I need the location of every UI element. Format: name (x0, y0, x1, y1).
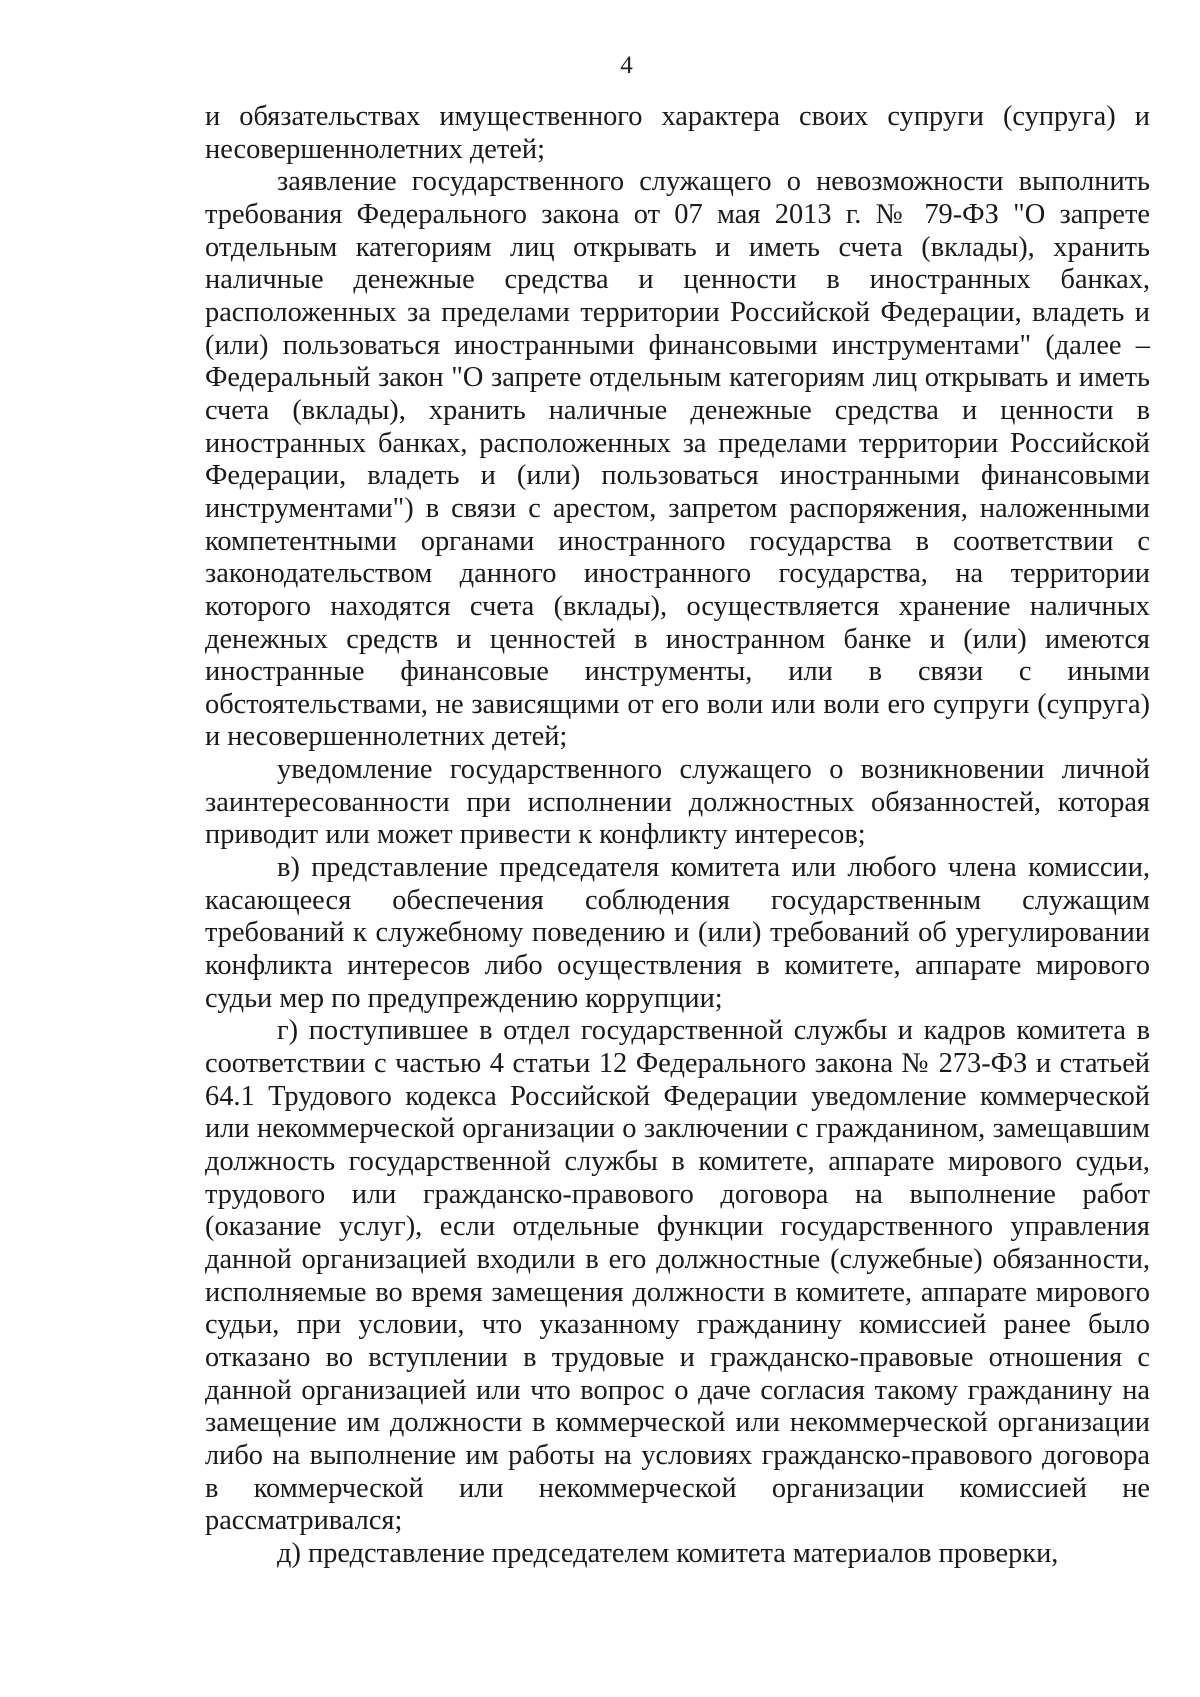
paragraph-statement-impossibility: заявление государственного служащего о невозможности выполнить требования Федерального закона от 07 мая 2013 г. № 79-ФЗ "О запрете отдельным категориям лиц открывать и иметь счета (вклады), хранить наличные денежные средства и ценности в иностранных банках, расположенных за пределами территории Российской Федерации, владеть и (или) пользоваться иностранными финансовыми инструментами" (далее – Федеральный закон "О запрете отдельным категориям лиц открывать и иметь счета (вклады), хранить наличные денежные средства и ценности в иностранных банках, расположенных за пределами территории Российской Федерации, владеть и (или) пользоваться иностранными финансовыми инструментами") в связи с арестом, запретом распоряжения, наложенными компетентными органами иностранного государства в соответствии с законодательством данного иностранного государства, на территории которого находятся счета (вклады), осуществляется хранение наличных денежных средств и ценностей в иностранном банке и (или) имеются иностранные финансовые инструменты, или в связи с иными обстоятельствами, не зависящими от его воли или воли его супруги (супруга) и несовершеннолетних детей; (205, 166, 1150, 753)
document-body (205, 101, 1150, 1571)
page-number: 4 (620, 52, 633, 79)
paragraph-item-g: г) поступившее в отдел государственной службы и кадров комитета в соответствии с частью 4 статьи 12 Федерального закона № 273-ФЗ и статьей 64.1 Трудового кодекса Российской Федерации уведомление коммерческой или некоммерческой организации о заключении с гражданином, замещавшим должность государственной службы в комитете, аппарате мирового судьи, трудового или гражданско-правового договора на выполнение работ (оказание услуг), если отдельные функции государственного управления данной организацией входили в его должностные (служебные) обязанности, исполняемые во время замещения должности в комитете, аппарате мирового судьи, при условии, что указанному гражданину комиссией ранее было отказано во вступлении в трудовые и гражданско-правовые отношения с данной организацией или что вопрос о даче согласия такому гражданину на замещение им должности в коммерческой или некоммерческой организации либо на выполнение им работы на условиях гражданско-правового договора в коммерческой или некоммерческой организации комиссией не рассматривался; (205, 1015, 1150, 1537)
paragraph-item-d: д) представление председателем комитета материалов проверки, (277, 1537, 1059, 1569)
paragraph-item-v: в) представление председателя комитета или любого члена комиссии, касающееся обеспечения соблюдения государственным служащим требований к служебному поведению и (или) требований об урегулировании конфликта интересов либо осуществления в комитете, аппарате мирового судьи мер по предупреждению коррупции; (205, 852, 1150, 1014)
paragraph-continuation: и обязательствах имущественного характера своих супруги (супруга) и несовершеннолетних детей; (205, 101, 1150, 165)
paragraph-notification-interest: уведомление государственного служащего о возникновении личной заинтересованности при исполнении должностных обязанностей, которая приводит или может привести к конфликту интересов; (205, 754, 1150, 851)
